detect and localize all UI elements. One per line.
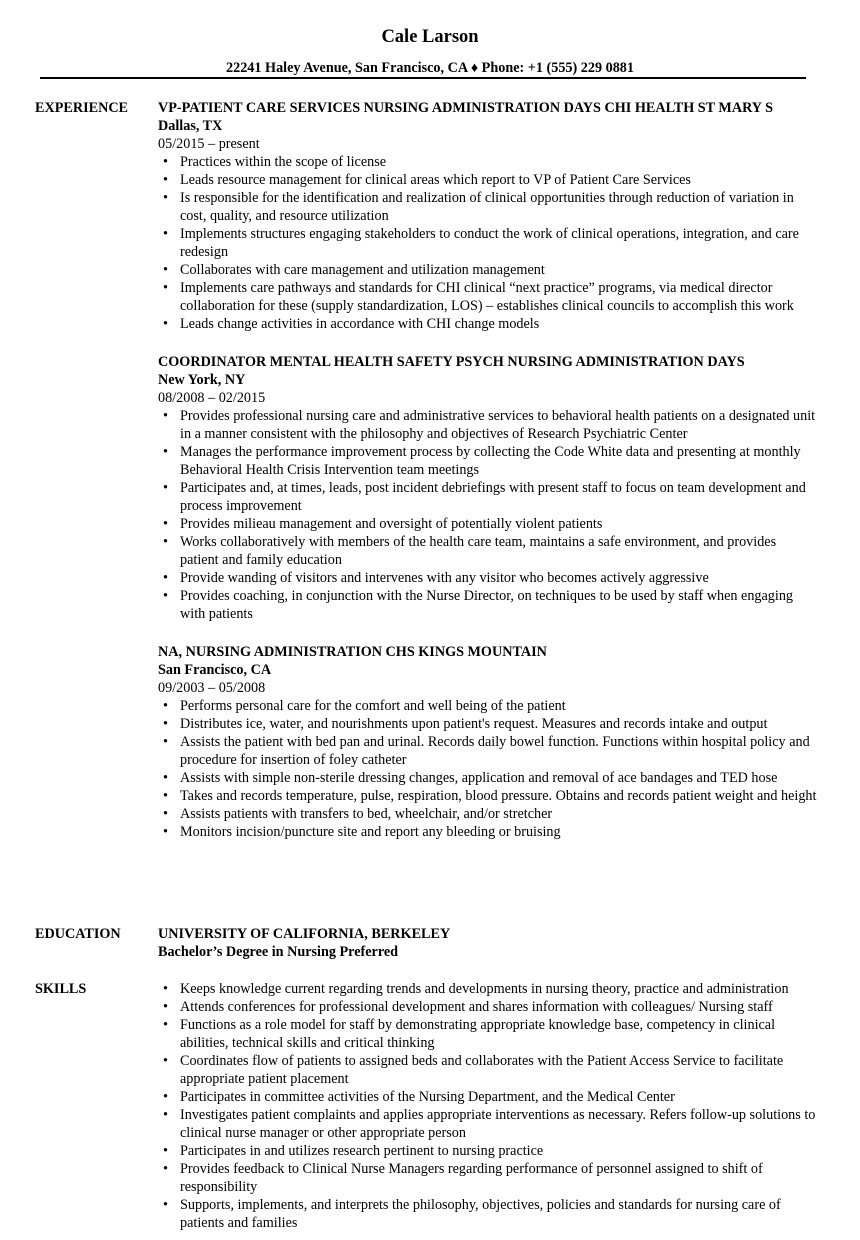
list-item: • Supports, implements, and interprets the philosophy, objectives, policies and standards for nursing care of patients and families bbox=[180, 1196, 818, 1232]
skills-body bbox=[158, 980, 818, 1232]
job-location: San Francisco, CA bbox=[158, 662, 272, 678]
list-item: • Performs personal care for the comfort and well being of the patient bbox=[180, 697, 818, 715]
list-item: • Assists with simple non-sterile dressing changes, application and removal of ace bandages and TED hose bbox=[180, 769, 818, 787]
job-title: VP-PATIENT CARE SERVICES NURSING ADMINISTRATION DAYS CHI HEALTH ST MARY S bbox=[158, 100, 773, 116]
list-item: • Attends conferences for professional development and shares information with colleagues/ Nursing staff bbox=[180, 998, 818, 1016]
job-entry bbox=[158, 99, 818, 333]
list-item: • Participates in committee activities of the Nursing Department, and the Medical Center bbox=[180, 1088, 818, 1106]
job-bullets bbox=[158, 697, 818, 841]
list-item: • Collaborates with care management and utilization management bbox=[180, 261, 818, 279]
list-item: • Provides feedback to Clinical Nurse Managers regarding performance of personnel assigned to shift of responsibility bbox=[180, 1160, 818, 1196]
education-body bbox=[158, 925, 818, 961]
degree: Bachelor’s Degree in Nursing Preferred bbox=[158, 944, 399, 960]
list-item: • Leads change activities in accordance with CHI change models bbox=[180, 315, 818, 333]
list-item: • Provides milieau management and oversight of potentially violent patients bbox=[180, 515, 818, 533]
header-divider bbox=[40, 77, 806, 79]
skills-bullets bbox=[158, 980, 818, 1232]
list-item: • Monitors incision/puncture site and report any bleeding or bruising bbox=[180, 823, 818, 841]
list-item: • Leads resource management for clinical areas which report to VP of Patient Care Services bbox=[180, 171, 818, 189]
candidate-name: Cale Larson bbox=[381, 27, 479, 47]
list-item: • Participates and, at times, leads, post incident debriefings with present staff to focus on team development and process improvement bbox=[180, 479, 818, 515]
job-entry bbox=[158, 643, 818, 841]
list-item: • Investigates patient complaints and applies appropriate interventions as necessary. Refers follow-up solutions to clinical nurse manager or other appropriate person bbox=[180, 1106, 818, 1142]
list-item: • Coordinates flow of patients to assigned beds and collaborates with the Patient Access Service to facilitate appropriate patient placement bbox=[180, 1052, 818, 1088]
list-item: • Provides professional nursing care and administrative services to behavioral health patients on a designated unit in a manner consistent with the philosophy and objectives of Research Psychiatric Center bbox=[180, 407, 818, 443]
job-dates: 05/2015 – present bbox=[158, 136, 260, 152]
school-name: UNIVERSITY OF CALIFORNIA, BERKELEY bbox=[158, 926, 451, 942]
job-entry bbox=[158, 353, 818, 623]
job-dates: 09/2003 – 05/2008 bbox=[158, 680, 266, 696]
job-bullets bbox=[158, 153, 818, 333]
list-item: • Takes and records temperature, pulse, respiration, blood pressure. Obtains and records patient weight and height bbox=[180, 787, 818, 805]
job-bullets bbox=[158, 407, 818, 623]
education-heading: EDUCATION bbox=[35, 926, 121, 942]
list-item: • Assists patients with transfers to bed, wheelchair, and/or stretcher bbox=[180, 805, 818, 823]
experience-body bbox=[158, 99, 818, 861]
job-title: COORDINATOR MENTAL HEALTH SAFETY PSYCH NURSING ADMINISTRATION DAYS bbox=[158, 354, 745, 370]
list-item: • Implements care pathways and standards for CHI clinical “next practice” programs, via medical director collaboration for these (supply standardization, LOS) – establishes clinical councils to accomplish this work bbox=[180, 279, 818, 315]
list-item: • Is responsible for the identification and realization of clinical opportunities through reduction of variation in cost, quality, and resource utilization bbox=[180, 189, 818, 225]
list-item: • Distributes ice, water, and nourishments upon patient's request. Measures and records intake and output bbox=[180, 715, 818, 733]
list-item: • Works collaboratively with members of the health care team, maintains a safe environment, and provides patient and family education bbox=[180, 533, 818, 569]
list-item: • Manages the performance improvement process by collecting the Code White data and presenting at monthly Behavioral Health Crisis Intervention team meetings bbox=[180, 443, 818, 479]
list-item: • Implements structures engaging stakeholders to conduct the work of clinical operations, integration, and care redesign bbox=[180, 225, 818, 261]
contact-line: 22241 Haley Avenue, San Francisco, CA ♦ Phone: +1 (555) 229 0881 bbox=[226, 60, 634, 76]
list-item: • Assists the patient with bed pan and urinal. Records daily bowel function. Functions within hospital policy and procedure for insertion of foley catheter bbox=[180, 733, 818, 769]
list-item: • Functions as a role model for staff by demonstrating appropriate knowledge base, competency in clinical abilities, technical skills and critical thinking bbox=[180, 1016, 818, 1052]
list-item: • Provides coaching, in conjunction with the Nurse Director, on techniques to be used by staff when engaging with patients bbox=[180, 587, 818, 623]
skills-heading: SKILLS bbox=[35, 981, 87, 997]
job-location: New York, NY bbox=[158, 372, 246, 388]
list-item: • Practices within the scope of license bbox=[180, 153, 818, 171]
job-title: NA, NURSING ADMINISTRATION CHS KINGS MOUNTAIN bbox=[158, 644, 547, 660]
job-location: Dallas, TX bbox=[158, 118, 223, 134]
list-item: • Keeps knowledge current regarding trends and developments in nursing theory, practice and administration bbox=[180, 980, 818, 998]
list-item: • Provide wanding of visitors and intervenes with any visitor who becomes actively aggressive bbox=[180, 569, 818, 587]
job-dates: 08/2008 – 02/2015 bbox=[158, 390, 266, 406]
experience-heading: EXPERIENCE bbox=[35, 100, 129, 116]
list-item: • Participates in and utilizes research pertinent to nursing practice bbox=[180, 1142, 818, 1160]
